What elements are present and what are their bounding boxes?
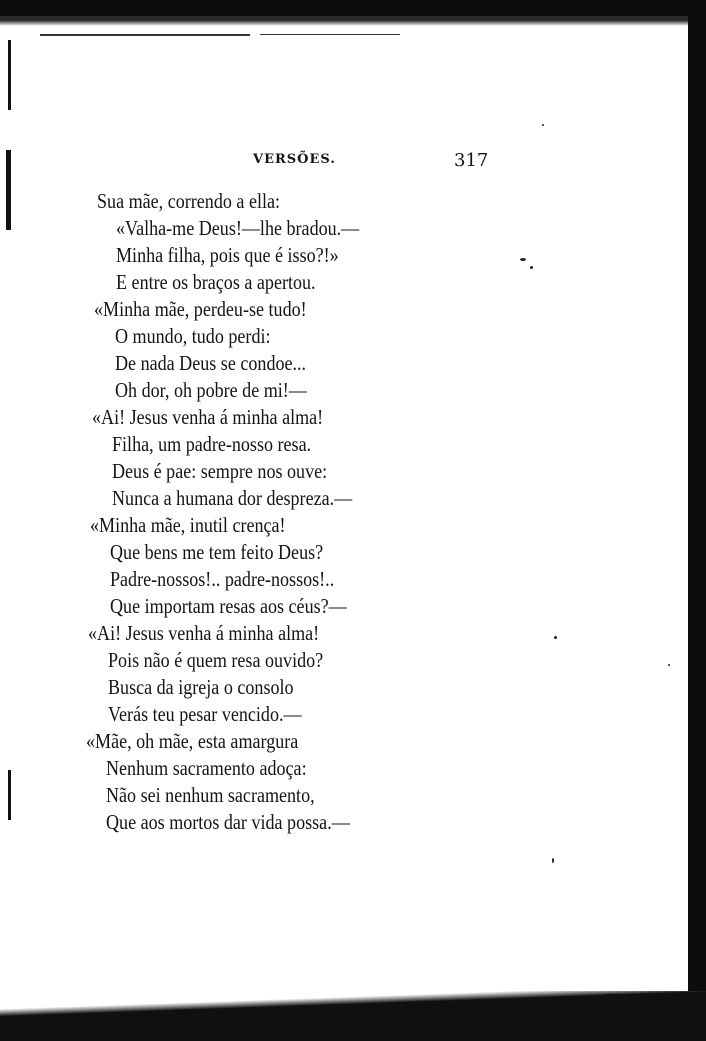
scan-speck bbox=[530, 266, 533, 269]
scan-border-bottom bbox=[0, 991, 706, 1041]
poem-line: «Ai! Jesus venha á minha alma! bbox=[92, 405, 324, 429]
poem-line: Oh dor, oh pobre de mi!— bbox=[115, 378, 307, 402]
scan-speck bbox=[520, 258, 526, 261]
poem-line: Nunca a humana dor despreza.— bbox=[112, 486, 353, 510]
poem-line: Padre-nossos!.. padre-nossos!.. bbox=[110, 567, 335, 591]
running-head: VERSÕES. bbox=[253, 152, 336, 167]
poem-line: Que importam resas aos céus?— bbox=[110, 594, 347, 618]
poem-line: Que aos mortos dar vida possa.— bbox=[106, 810, 350, 834]
scan-speck bbox=[668, 664, 670, 666]
poem-line: Deus é pae: sempre nos ouve: bbox=[112, 459, 328, 483]
poem-line: «Valha-me Deus!—lhe bradou.— bbox=[116, 216, 360, 240]
poem-line: De nada Deus se condoe... bbox=[115, 351, 307, 375]
poem-line: «Ai! Jesus venha á minha alma! bbox=[88, 621, 320, 645]
poem-line: Busca da igreja o consolo bbox=[108, 675, 294, 699]
poem-line: Filha, um padre-nosso resa. bbox=[112, 432, 312, 456]
scan-edge-mark bbox=[8, 770, 11, 820]
poem-line: «Mãe, oh mãe, esta amargura bbox=[86, 729, 299, 753]
poem-line: Nenhum sacramento adoça: bbox=[106, 756, 307, 780]
poem-line: O mundo, tudo perdi: bbox=[115, 324, 271, 348]
scan-edge-mark bbox=[6, 150, 11, 230]
scan-rule-line bbox=[40, 34, 250, 36]
scan-speck bbox=[542, 124, 544, 126]
poem-line: E entre os braços a apertou. bbox=[116, 270, 316, 294]
scan-border-top bbox=[0, 0, 706, 26]
poem-line: Que bens me tem feito Deus? bbox=[110, 540, 324, 564]
scan-speck bbox=[552, 858, 554, 863]
scan-speck bbox=[554, 636, 557, 639]
scan-rule-line bbox=[260, 34, 400, 35]
poem-line: Sua mãe, correndo a ella: bbox=[97, 189, 281, 213]
scan-border-right bbox=[688, 0, 706, 1041]
poem-line: «Minha mãe, inutil crença! bbox=[90, 513, 286, 537]
page-number: 317 bbox=[454, 150, 489, 171]
poem-line: Não sei nenhum sacramento, bbox=[106, 783, 315, 807]
scan-edge-mark bbox=[8, 40, 11, 110]
poem-line: Minha filha, pois que é isso?!» bbox=[116, 243, 339, 267]
poem-line: Pois não é quem resa ouvido? bbox=[108, 648, 324, 672]
poem-line: Verás teu pesar vencido.— bbox=[108, 702, 302, 726]
poem-line: «Minha mãe, perdeu-se tudo! bbox=[94, 297, 307, 321]
scan-edge-mark bbox=[606, 994, 624, 996]
